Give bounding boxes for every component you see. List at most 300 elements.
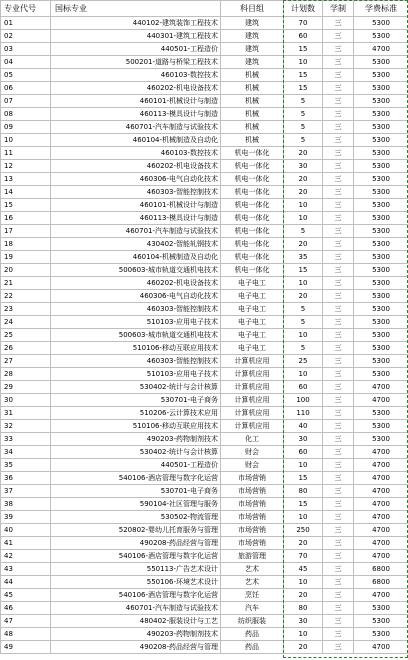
cell-code[interactable]: 02 bbox=[1, 30, 51, 43]
cell-plan[interactable]: 10 bbox=[284, 277, 323, 290]
cell-code[interactable]: 42 bbox=[1, 550, 51, 563]
cell-years[interactable]: 三 bbox=[323, 199, 354, 212]
cell-years[interactable]: 三 bbox=[323, 589, 354, 602]
cell-fee[interactable]: 5300 bbox=[354, 303, 408, 316]
cell-plan[interactable]: 20 bbox=[284, 589, 323, 602]
cell-fee[interactable]: 5300 bbox=[354, 108, 408, 121]
cell-code[interactable]: 48 bbox=[1, 628, 51, 641]
cell-years[interactable]: 三 bbox=[323, 407, 354, 420]
cell-code[interactable]: 27 bbox=[1, 355, 51, 368]
cell-group[interactable]: 机电一体化 bbox=[221, 147, 284, 160]
cell-fee[interactable]: 5300 bbox=[354, 342, 408, 355]
cell-group[interactable]: 机电一体化 bbox=[221, 225, 284, 238]
cell-code[interactable]: 44 bbox=[1, 576, 51, 589]
cell-group[interactable]: 烹饪 bbox=[221, 589, 284, 602]
cell-years[interactable]: 三 bbox=[323, 641, 354, 654]
cell-fee[interactable]: 5300 bbox=[354, 186, 408, 199]
cell-code[interactable]: 04 bbox=[1, 56, 51, 69]
cell-name[interactable]: 460303-智能控制技术 bbox=[51, 186, 221, 199]
cell-code[interactable]: 40 bbox=[1, 524, 51, 537]
cell-name[interactable]: 460101-机械设计与制造 bbox=[51, 95, 221, 108]
cell-plan[interactable]: 110 bbox=[284, 407, 323, 420]
cell-code[interactable]: 03 bbox=[1, 43, 51, 56]
cell-plan[interactable]: 15 bbox=[284, 82, 323, 95]
cell-years[interactable]: 三 bbox=[323, 537, 354, 550]
cell-plan[interactable]: 25 bbox=[284, 355, 323, 368]
cell-group[interactable]: 机电一体化 bbox=[221, 264, 284, 277]
cell-name[interactable]: 440501-工程造价 bbox=[51, 43, 221, 56]
cell-fee[interactable]: 5300 bbox=[354, 264, 408, 277]
cell-group[interactable]: 电子电工 bbox=[221, 329, 284, 342]
cell-years[interactable]: 三 bbox=[323, 381, 354, 394]
cell-group[interactable]: 计算机应用 bbox=[221, 420, 284, 433]
cell-fee[interactable]: 5300 bbox=[354, 30, 408, 43]
cell-name[interactable]: 510206-云计算技术应用 bbox=[51, 407, 221, 420]
cell-plan[interactable]: 70 bbox=[284, 550, 323, 563]
cell-fee[interactable]: 5300 bbox=[354, 420, 408, 433]
cell-code[interactable]: 45 bbox=[1, 589, 51, 602]
cell-name[interactable]: 530502-物流管理 bbox=[51, 511, 221, 524]
cell-code[interactable]: 17 bbox=[1, 225, 51, 238]
cell-group[interactable]: 计算机应用 bbox=[221, 355, 284, 368]
cell-name[interactable]: 550113-广告艺术设计 bbox=[51, 563, 221, 576]
cell-name[interactable]: 530701-电子商务 bbox=[51, 394, 221, 407]
cell-plan[interactable]: 5 bbox=[284, 108, 323, 121]
cell-years[interactable]: 三 bbox=[323, 186, 354, 199]
cell-code[interactable]: 38 bbox=[1, 498, 51, 511]
cell-fee[interactable]: 4700 bbox=[354, 511, 408, 524]
cell-years[interactable]: 三 bbox=[323, 628, 354, 641]
cell-code[interactable]: 25 bbox=[1, 329, 51, 342]
cell-name[interactable]: 530701-电子商务 bbox=[51, 485, 221, 498]
header-name[interactable]: 国标专业 bbox=[51, 1, 221, 17]
cell-years[interactable]: 三 bbox=[323, 472, 354, 485]
cell-name[interactable]: 460701-汽车制造与试验技术 bbox=[51, 225, 221, 238]
cell-fee[interactable]: 5300 bbox=[354, 95, 408, 108]
cell-fee[interactable]: 5300 bbox=[354, 225, 408, 238]
cell-fee[interactable]: 5300 bbox=[354, 56, 408, 69]
cell-group[interactable]: 市场营销 bbox=[221, 524, 284, 537]
cell-group[interactable]: 药品 bbox=[221, 641, 284, 654]
cell-fee[interactable]: 4700 bbox=[354, 589, 408, 602]
cell-group[interactable]: 艺术 bbox=[221, 576, 284, 589]
cell-code[interactable]: 16 bbox=[1, 212, 51, 225]
cell-code[interactable]: 46 bbox=[1, 602, 51, 615]
cell-plan[interactable]: 5 bbox=[284, 134, 323, 147]
cell-fee[interactable]: 5300 bbox=[354, 17, 408, 30]
cell-code[interactable]: 33 bbox=[1, 433, 51, 446]
cell-fee[interactable]: 5300 bbox=[354, 173, 408, 186]
cell-name[interactable]: 460104-机械制造及自动化 bbox=[51, 251, 221, 264]
cell-years[interactable]: 三 bbox=[323, 550, 354, 563]
cell-years[interactable]: 三 bbox=[323, 602, 354, 615]
cell-plan[interactable]: 30 bbox=[284, 160, 323, 173]
cell-code[interactable]: 41 bbox=[1, 537, 51, 550]
cell-group[interactable]: 旅游管理 bbox=[221, 550, 284, 563]
cell-years[interactable]: 三 bbox=[323, 563, 354, 576]
cell-fee[interactable]: 5300 bbox=[354, 121, 408, 134]
cell-group[interactable]: 电子电工 bbox=[221, 316, 284, 329]
cell-name[interactable]: 460701-汽车制造与试验技术 bbox=[51, 121, 221, 134]
cell-fee[interactable]: 6800 bbox=[354, 563, 408, 576]
cell-years[interactable]: 三 bbox=[323, 368, 354, 381]
cell-code[interactable]: 30 bbox=[1, 394, 51, 407]
cell-group[interactable]: 计算机应用 bbox=[221, 407, 284, 420]
cell-years[interactable]: 三 bbox=[323, 355, 354, 368]
cell-name[interactable]: 460101-机械设计与制造 bbox=[51, 199, 221, 212]
cell-group[interactable]: 机电一体化 bbox=[221, 173, 284, 186]
cell-name[interactable]: 530402-统计与会计核算 bbox=[51, 446, 221, 459]
cell-plan[interactable]: 15 bbox=[284, 264, 323, 277]
cell-group[interactable]: 纺织服装 bbox=[221, 615, 284, 628]
cell-group[interactable]: 机电一体化 bbox=[221, 186, 284, 199]
cell-plan[interactable]: 80 bbox=[284, 602, 323, 615]
cell-fee[interactable]: 5300 bbox=[354, 134, 408, 147]
cell-plan[interactable]: 10 bbox=[284, 329, 323, 342]
cell-code[interactable]: 06 bbox=[1, 82, 51, 95]
cell-plan[interactable]: 10 bbox=[284, 368, 323, 381]
cell-years[interactable]: 三 bbox=[323, 277, 354, 290]
cell-group[interactable]: 机械 bbox=[221, 108, 284, 121]
cell-years[interactable]: 三 bbox=[323, 420, 354, 433]
cell-code[interactable]: 47 bbox=[1, 615, 51, 628]
cell-fee[interactable]: 5300 bbox=[354, 602, 408, 615]
cell-name[interactable]: 460202-机电设备技术 bbox=[51, 277, 221, 290]
cell-group[interactable]: 化工 bbox=[221, 433, 284, 446]
cell-fee[interactable]: 5300 bbox=[354, 251, 408, 264]
cell-code[interactable]: 11 bbox=[1, 147, 51, 160]
cell-code[interactable]: 43 bbox=[1, 563, 51, 576]
cell-plan[interactable]: 30 bbox=[284, 433, 323, 446]
cell-name[interactable]: 460103-数控技术 bbox=[51, 69, 221, 82]
cell-years[interactable]: 三 bbox=[323, 212, 354, 225]
cell-plan[interactable]: 20 bbox=[284, 641, 323, 654]
cell-years[interactable]: 三 bbox=[323, 173, 354, 186]
cell-code[interactable]: 32 bbox=[1, 420, 51, 433]
cell-years[interactable]: 三 bbox=[323, 121, 354, 134]
cell-plan[interactable]: 10 bbox=[284, 628, 323, 641]
cell-fee[interactable]: 4700 bbox=[354, 485, 408, 498]
cell-plan[interactable]: 60 bbox=[284, 30, 323, 43]
cell-years[interactable]: 三 bbox=[323, 615, 354, 628]
cell-group[interactable]: 机械 bbox=[221, 69, 284, 82]
cell-code[interactable]: 07 bbox=[1, 95, 51, 108]
cell-name[interactable]: 460303-智能控制技术 bbox=[51, 303, 221, 316]
cell-code[interactable]: 10 bbox=[1, 134, 51, 147]
cell-years[interactable]: 三 bbox=[323, 290, 354, 303]
cell-years[interactable]: 三 bbox=[323, 511, 354, 524]
cell-fee[interactable]: 5300 bbox=[354, 407, 408, 420]
cell-fee[interactable]: 5300 bbox=[354, 290, 408, 303]
cell-code[interactable]: 36 bbox=[1, 472, 51, 485]
cell-group[interactable]: 艺术 bbox=[221, 563, 284, 576]
cell-years[interactable]: 三 bbox=[323, 134, 354, 147]
cell-code[interactable]: 01 bbox=[1, 17, 51, 30]
cell-name[interactable]: 460103-数控技术 bbox=[51, 147, 221, 160]
cell-name[interactable]: 490203-药物制剂技术 bbox=[51, 433, 221, 446]
cell-group[interactable]: 电子电工 bbox=[221, 290, 284, 303]
cell-name[interactable]: 500603-城市轨道交通机电技术 bbox=[51, 329, 221, 342]
cell-years[interactable]: 三 bbox=[323, 160, 354, 173]
cell-name[interactable]: 480402-服装设计与工艺 bbox=[51, 615, 221, 628]
cell-years[interactable]: 三 bbox=[323, 329, 354, 342]
cell-name[interactable]: 510103-应用电子技术 bbox=[51, 368, 221, 381]
cell-fee[interactable]: 5300 bbox=[354, 329, 408, 342]
cell-name[interactable]: 520802-婴幼儿托育服务与管理 bbox=[51, 524, 221, 537]
cell-years[interactable]: 三 bbox=[323, 43, 354, 56]
cell-group[interactable]: 汽车 bbox=[221, 602, 284, 615]
cell-group[interactable]: 电子电工 bbox=[221, 277, 284, 290]
cell-group[interactable]: 机械 bbox=[221, 82, 284, 95]
cell-plan[interactable]: 10 bbox=[284, 576, 323, 589]
cell-fee[interactable]: 5300 bbox=[354, 199, 408, 212]
cell-code[interactable]: 37 bbox=[1, 485, 51, 498]
cell-fee[interactable]: 5300 bbox=[354, 147, 408, 160]
cell-plan[interactable]: 20 bbox=[284, 147, 323, 160]
cell-code[interactable]: 05 bbox=[1, 69, 51, 82]
cell-years[interactable]: 三 bbox=[323, 238, 354, 251]
cell-years[interactable]: 三 bbox=[323, 251, 354, 264]
cell-code[interactable]: 09 bbox=[1, 121, 51, 134]
cell-group[interactable]: 机电一体化 bbox=[221, 160, 284, 173]
cell-fee[interactable]: 4700 bbox=[354, 394, 408, 407]
cell-name[interactable]: 490208-药品经营与管理 bbox=[51, 641, 221, 654]
cell-plan[interactable]: 250 bbox=[284, 524, 323, 537]
cell-name[interactable]: 440102-建筑装饰工程技术 bbox=[51, 17, 221, 30]
cell-code[interactable]: 39 bbox=[1, 511, 51, 524]
cell-name[interactable]: 510106-移动互联应用技术 bbox=[51, 420, 221, 433]
cell-name[interactable]: 460306-电气自动化技术 bbox=[51, 173, 221, 186]
cell-years[interactable]: 三 bbox=[323, 342, 354, 355]
cell-code[interactable]: 23 bbox=[1, 303, 51, 316]
cell-years[interactable]: 三 bbox=[323, 446, 354, 459]
cell-fee[interactable]: 6800 bbox=[354, 576, 408, 589]
cell-fee[interactable]: 5300 bbox=[354, 69, 408, 82]
cell-plan[interactable]: 80 bbox=[284, 485, 323, 498]
cell-plan[interactable]: 35 bbox=[284, 251, 323, 264]
cell-plan[interactable]: 45 bbox=[284, 563, 323, 576]
cell-plan[interactable]: 5 bbox=[284, 225, 323, 238]
cell-fee[interactable]: 4700 bbox=[354, 641, 408, 654]
cell-group[interactable]: 机电一体化 bbox=[221, 199, 284, 212]
cell-code[interactable]: 20 bbox=[1, 264, 51, 277]
cell-code[interactable]: 18 bbox=[1, 238, 51, 251]
cell-code[interactable]: 15 bbox=[1, 199, 51, 212]
cell-group[interactable]: 药品 bbox=[221, 628, 284, 641]
cell-group[interactable]: 机电一体化 bbox=[221, 212, 284, 225]
cell-name[interactable]: 460701-汽车制造与试验技术 bbox=[51, 602, 221, 615]
cell-code[interactable]: 22 bbox=[1, 290, 51, 303]
cell-name[interactable]: 550106-环境艺术设计 bbox=[51, 576, 221, 589]
header-years[interactable]: 学制 bbox=[323, 1, 354, 17]
cell-plan[interactable]: 15 bbox=[284, 43, 323, 56]
cell-name[interactable]: 530402-统计与会计核算 bbox=[51, 381, 221, 394]
cell-plan[interactable]: 20 bbox=[284, 173, 323, 186]
cell-years[interactable]: 三 bbox=[323, 524, 354, 537]
cell-group[interactable]: 建筑 bbox=[221, 43, 284, 56]
cell-plan[interactable]: 5 bbox=[284, 316, 323, 329]
cell-years[interactable]: 三 bbox=[323, 303, 354, 316]
cell-name[interactable]: 540106-酒店管理与数字化运营 bbox=[51, 589, 221, 602]
cell-years[interactable]: 三 bbox=[323, 394, 354, 407]
cell-years[interactable]: 三 bbox=[323, 147, 354, 160]
cell-plan[interactable]: 5 bbox=[284, 303, 323, 316]
cell-name[interactable]: 500603-城市轨道交通机电技术 bbox=[51, 264, 221, 277]
cell-fee[interactable]: 5300 bbox=[354, 316, 408, 329]
cell-years[interactable]: 三 bbox=[323, 498, 354, 511]
cell-code[interactable]: 24 bbox=[1, 316, 51, 329]
cell-plan[interactable]: 70 bbox=[284, 17, 323, 30]
cell-code[interactable]: 34 bbox=[1, 446, 51, 459]
cell-group[interactable]: 电子电工 bbox=[221, 303, 284, 316]
cell-fee[interactable]: 4700 bbox=[354, 550, 408, 563]
cell-code[interactable]: 12 bbox=[1, 160, 51, 173]
cell-group[interactable]: 市场营销 bbox=[221, 537, 284, 550]
cell-fee[interactable]: 4700 bbox=[354, 381, 408, 394]
cell-plan[interactable]: 5 bbox=[284, 121, 323, 134]
cell-group[interactable]: 财会 bbox=[221, 446, 284, 459]
cell-plan[interactable]: 10 bbox=[284, 459, 323, 472]
header-group[interactable]: 科目组 bbox=[221, 1, 284, 17]
cell-plan[interactable]: 15 bbox=[284, 69, 323, 82]
cell-years[interactable]: 三 bbox=[323, 485, 354, 498]
cell-fee[interactable]: 5300 bbox=[354, 355, 408, 368]
cell-group[interactable]: 市场营销 bbox=[221, 485, 284, 498]
cell-fee[interactable]: 5300 bbox=[354, 160, 408, 173]
cell-group[interactable]: 建筑 bbox=[221, 56, 284, 69]
cell-name[interactable]: 440501-工程造价 bbox=[51, 459, 221, 472]
cell-name[interactable]: 460202-机电设备技术 bbox=[51, 82, 221, 95]
cell-code[interactable]: 28 bbox=[1, 368, 51, 381]
cell-group[interactable]: 机电一体化 bbox=[221, 251, 284, 264]
cell-name[interactable]: 540106-酒店管理与数字化运营 bbox=[51, 472, 221, 485]
cell-name[interactable]: 490208-药品经营与管理 bbox=[51, 537, 221, 550]
cell-plan[interactable]: 15 bbox=[284, 498, 323, 511]
cell-group[interactable]: 机械 bbox=[221, 121, 284, 134]
cell-plan[interactable]: 10 bbox=[284, 212, 323, 225]
cell-group[interactable]: 计算机应用 bbox=[221, 368, 284, 381]
cell-years[interactable]: 三 bbox=[323, 576, 354, 589]
cell-years[interactable]: 三 bbox=[323, 316, 354, 329]
header-code[interactable]: 专业代号 bbox=[1, 1, 51, 17]
cell-years[interactable]: 三 bbox=[323, 433, 354, 446]
cell-years[interactable]: 三 bbox=[323, 459, 354, 472]
cell-plan[interactable]: 60 bbox=[284, 381, 323, 394]
cell-code[interactable]: 26 bbox=[1, 342, 51, 355]
cell-years[interactable]: 三 bbox=[323, 95, 354, 108]
cell-plan[interactable]: 15 bbox=[284, 472, 323, 485]
cell-fee[interactable]: 4700 bbox=[354, 43, 408, 56]
cell-group[interactable]: 机械 bbox=[221, 95, 284, 108]
cell-plan[interactable]: 20 bbox=[284, 537, 323, 550]
cell-name[interactable]: 540106-酒店管理与数字化运营 bbox=[51, 550, 221, 563]
cell-years[interactable]: 三 bbox=[323, 108, 354, 121]
cell-fee[interactable]: 4700 bbox=[354, 524, 408, 537]
cell-group[interactable]: 计算机应用 bbox=[221, 394, 284, 407]
cell-fee[interactable]: 4700 bbox=[354, 459, 408, 472]
cell-fee[interactable]: 5300 bbox=[354, 277, 408, 290]
cell-plan[interactable]: 10 bbox=[284, 199, 323, 212]
cell-name[interactable]: 590104-社区管理与服务 bbox=[51, 498, 221, 511]
cell-code[interactable]: 14 bbox=[1, 186, 51, 199]
cell-plan[interactable]: 10 bbox=[284, 56, 323, 69]
cell-years[interactable]: 三 bbox=[323, 56, 354, 69]
cell-fee[interactable]: 4700 bbox=[354, 472, 408, 485]
cell-fee[interactable]: 5300 bbox=[354, 628, 408, 641]
cell-plan[interactable]: 40 bbox=[284, 420, 323, 433]
cell-group[interactable]: 建筑 bbox=[221, 30, 284, 43]
cell-plan[interactable]: 20 bbox=[284, 186, 323, 199]
cell-fee[interactable]: 5300 bbox=[354, 212, 408, 225]
cell-name[interactable]: 460113-模具设计与制造 bbox=[51, 108, 221, 121]
cell-name[interactable]: 510106-移动互联应用技术 bbox=[51, 342, 221, 355]
cell-fee[interactable]: 4700 bbox=[354, 498, 408, 511]
cell-code[interactable]: 31 bbox=[1, 407, 51, 420]
cell-name[interactable]: 460202-机电设备技术 bbox=[51, 160, 221, 173]
cell-name[interactable]: 440301-建筑工程技术 bbox=[51, 30, 221, 43]
cell-fee[interactable]: 4700 bbox=[354, 446, 408, 459]
cell-plan[interactable]: 60 bbox=[284, 446, 323, 459]
cell-code[interactable]: 19 bbox=[1, 251, 51, 264]
cell-name[interactable]: 460303-智能控制技术 bbox=[51, 355, 221, 368]
cell-group[interactable]: 计算机应用 bbox=[221, 381, 284, 394]
cell-group[interactable]: 市场营销 bbox=[221, 511, 284, 524]
cell-years[interactable]: 三 bbox=[323, 264, 354, 277]
cell-group[interactable]: 建筑 bbox=[221, 17, 284, 30]
header-fee[interactable]: 学费标准 bbox=[354, 1, 408, 17]
cell-code[interactable]: 21 bbox=[1, 277, 51, 290]
cell-name[interactable]: 460306-电气自动化技术 bbox=[51, 290, 221, 303]
cell-years[interactable]: 三 bbox=[323, 30, 354, 43]
cell-plan[interactable]: 20 bbox=[284, 290, 323, 303]
cell-fee[interactable]: 5300 bbox=[354, 615, 408, 628]
cell-plan[interactable]: 5 bbox=[284, 342, 323, 355]
cell-fee[interactable]: 5300 bbox=[354, 82, 408, 95]
cell-name[interactable]: 490203-药物制剂技术 bbox=[51, 628, 221, 641]
cell-plan[interactable]: 20 bbox=[284, 238, 323, 251]
cell-years[interactable]: 三 bbox=[323, 82, 354, 95]
cell-plan[interactable]: 30 bbox=[284, 615, 323, 628]
header-plan[interactable]: 计划数 bbox=[284, 1, 323, 17]
cell-group[interactable]: 机械 bbox=[221, 134, 284, 147]
cell-plan[interactable]: 100 bbox=[284, 394, 323, 407]
cell-group[interactable]: 市场营销 bbox=[221, 498, 284, 511]
cell-code[interactable]: 29 bbox=[1, 381, 51, 394]
cell-name[interactable]: 460113-模具设计与制造 bbox=[51, 212, 221, 225]
cell-code[interactable]: 35 bbox=[1, 459, 51, 472]
cell-name[interactable]: 500201-道路与桥梁工程技术 bbox=[51, 56, 221, 69]
cell-name[interactable]: 460104-机械制造及自动化 bbox=[51, 134, 221, 147]
cell-plan[interactable]: 10 bbox=[284, 511, 323, 524]
cell-fee[interactable]: 5300 bbox=[354, 238, 408, 251]
cell-name[interactable]: 510103-应用电子技术 bbox=[51, 316, 221, 329]
cell-years[interactable]: 三 bbox=[323, 17, 354, 30]
cell-group[interactable]: 市场营销 bbox=[221, 472, 284, 485]
cell-plan[interactable]: 5 bbox=[284, 95, 323, 108]
cell-code[interactable]: 08 bbox=[1, 108, 51, 121]
cell-years[interactable]: 三 bbox=[323, 69, 354, 82]
cell-fee[interactable]: 4700 bbox=[354, 537, 408, 550]
cell-code[interactable]: 49 bbox=[1, 641, 51, 654]
cell-name[interactable]: 430402-智能轧钢技术 bbox=[51, 238, 221, 251]
cell-group[interactable]: 电子电工 bbox=[221, 342, 284, 355]
cell-code[interactable]: 13 bbox=[1, 173, 51, 186]
cell-group[interactable]: 财会 bbox=[221, 459, 284, 472]
cell-fee[interactable]: 5300 bbox=[354, 433, 408, 446]
cell-years[interactable]: 三 bbox=[323, 225, 354, 238]
cell-group[interactable]: 机电一体化 bbox=[221, 238, 284, 251]
cell-fee[interactable]: 5300 bbox=[354, 368, 408, 381]
